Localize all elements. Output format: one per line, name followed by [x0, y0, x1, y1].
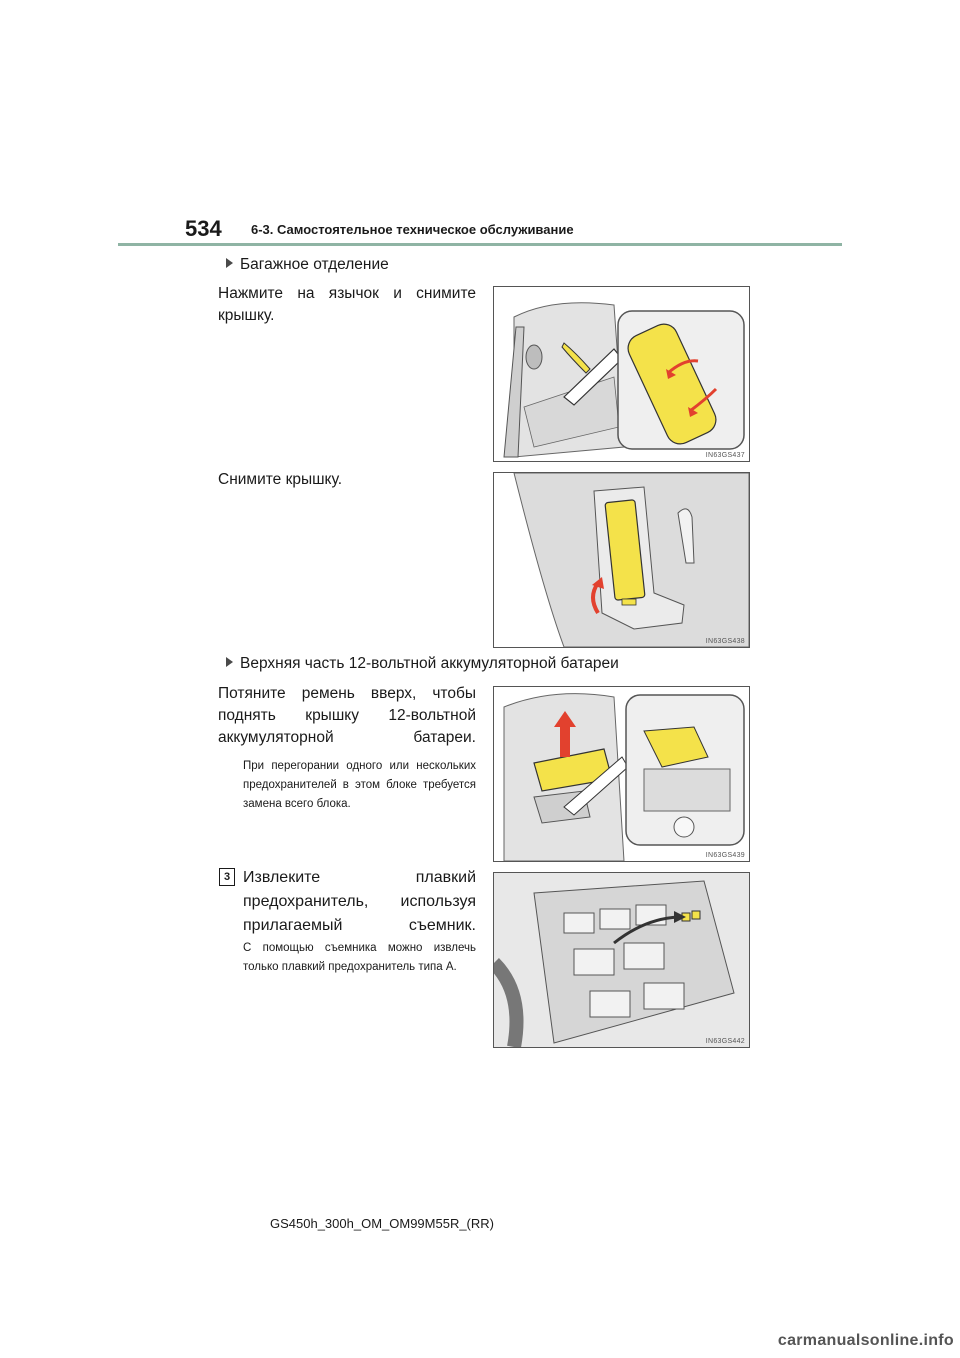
figure-remove-cover [493, 472, 750, 648]
step-text-remove-cover: Снимите крышку. [218, 471, 343, 488]
note-fuse-block: При перегорании одного или нескольких предохранителей в этом блоке требуется замена всего блока. [243, 760, 476, 810]
bullet-heading-text: Верхняя часть 12-вольтной аккумуляторной батареи [240, 655, 619, 672]
step-text-pull-strap: Потяните ремень вверх, чтобы поднять крышку 12-вольтной аккумуляторной батареи. [218, 685, 476, 746]
page-number: 534 [185, 216, 222, 241]
footer-doc-code: GS450h_300h_OM_OM99M55R_(RR) [270, 1216, 494, 1231]
bullet-heading-trunk [226, 256, 389, 274]
bullet-triangle-icon [226, 258, 233, 268]
bullet-heading-battery [226, 655, 619, 673]
step-text-extract-fuse: Извлеките плавкий предохранитель, используя прилагаемый съемник. [243, 869, 476, 934]
note-puller: С помощью съемника можно извлечь только плавкий предохранитель типа A. [243, 942, 476, 973]
remove-cover-illustration [494, 473, 749, 647]
watermark: carmanualsonline.info [777, 1332, 954, 1349]
figure-code: IN63GS439 [705, 852, 745, 859]
section-title: 6-3. Самостоятельное техническое обслуживание [251, 222, 574, 237]
step-number-badge: 3 [219, 868, 235, 886]
figure-code: IN63GS442 [705, 1038, 745, 1045]
figure-trunk-cover [493, 286, 750, 462]
trunk-cover-illustration [494, 287, 749, 461]
figure-code: IN63GS437 [705, 452, 745, 459]
battery-cover-illustration [494, 687, 749, 861]
bullet-heading-text: Багажное отделение [240, 256, 389, 273]
header-rule [118, 243, 842, 246]
figure-fuse-box [493, 872, 750, 1048]
figure-code: IN63GS438 [705, 638, 745, 645]
bullet-triangle-icon [226, 657, 233, 667]
step-text-press-tab: Нажмите на язычок и снимите крышку. [218, 285, 476, 324]
figure-battery-cover [493, 686, 750, 862]
fuse-box-illustration [494, 873, 749, 1047]
